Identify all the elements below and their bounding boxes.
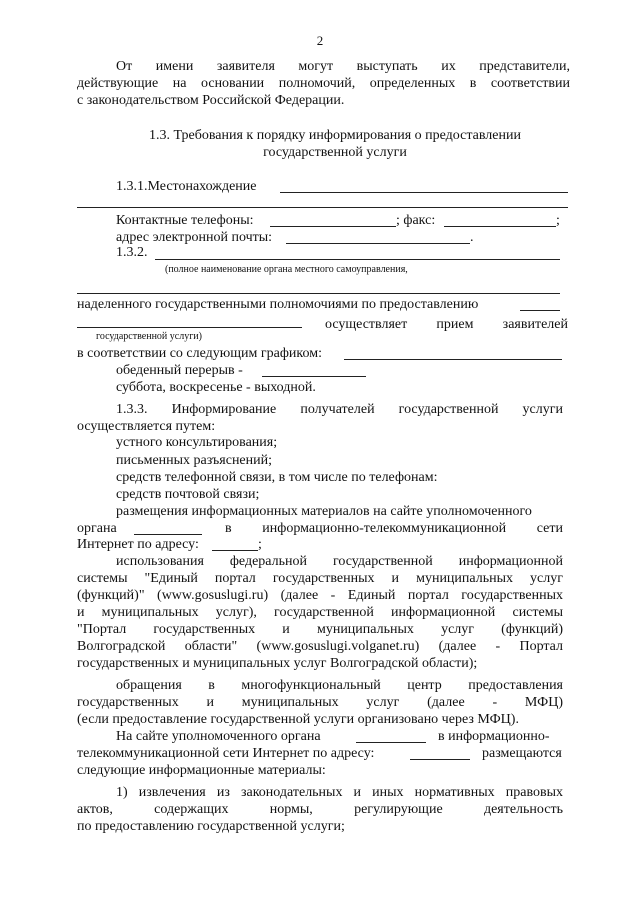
paragraph-line: (функций)" (www.gosuslugi.ru) (далее - Единый портал государственных [77, 588, 563, 603]
paragraph-line: наделенного государственными полномочиями по предоставлению [77, 297, 479, 312]
page-number: 2 [316, 33, 324, 48]
list-item: письменных разъяснений; [116, 453, 273, 468]
list-item: средств почтовой связи; [116, 487, 260, 502]
paragraph-line: государственных и муниципальных услуг Волгоградской области); [77, 656, 478, 671]
fax-label: ; факс: [396, 213, 436, 228]
fax-end: ; [556, 213, 560, 228]
location-label: 1.3.1.Местонахождение [116, 179, 257, 194]
paragraph-line: "Портал государственных и муниципальных услуг (функций) [77, 622, 563, 637]
paragraph-line: следующие информационные материалы: [77, 763, 326, 778]
paragraph-line: Волгоградской области" (www.gosuslugi.volganet.ru) (далее - Портал [77, 639, 563, 654]
schedule-label: в соответствии со следующим графиком: [77, 346, 322, 361]
list-item: органа [77, 521, 117, 536]
paragraph-line: и муниципальных услуг), государственной информационной системы [77, 605, 563, 620]
phones-label: Контактные телефоны: [116, 213, 254, 228]
paragraph-line: системы "Единый портал государственных и муниципальных услуг [77, 571, 563, 586]
phones-blank [270, 226, 396, 227]
organ-blank [134, 534, 202, 535]
paragraph-line: 1) извлечения из законодательных и иных нормативных правовых [116, 785, 563, 800]
paragraph-line: осуществляет прием заявителей [325, 317, 568, 332]
address-blank [212, 550, 258, 551]
fax-blank [444, 226, 556, 227]
list-item: устного консультирования; [116, 435, 278, 450]
paragraph-line: обращения в многофункциональный центр предоставления [116, 678, 563, 693]
email-end: . [470, 230, 474, 245]
paragraph-line: осуществляется путем: [77, 419, 216, 434]
service-blank [520, 310, 560, 311]
paragraph-line: по предоставлению государственной услуги; [77, 819, 345, 834]
s132-label: 1.3.2. [116, 245, 148, 260]
paragraph-line: (если предоставление государственной услуги организовано через МФЦ). [77, 712, 519, 727]
authority-caption: (полное наименование органа местного самоуправления, [165, 264, 408, 275]
paragraph-line: в информационно- [438, 729, 550, 744]
list-item-end: ; [258, 537, 262, 552]
list-item: в информационно-телекоммуникационной сети [225, 521, 563, 536]
location-blank-2 [77, 207, 568, 208]
list-item: размещения информационных материалов на сайте уполномоченного [116, 504, 532, 519]
email-label: адрес электронной почты: [116, 230, 273, 245]
paragraph-line: государственных и муниципальных услуг (далее - МФЦ) [77, 695, 563, 710]
schedule-blank [344, 359, 562, 360]
break-blank [262, 376, 366, 377]
section-heading: 1.3. Требования к порядку информирования о предоставлении [149, 128, 521, 143]
service-blank-2 [77, 327, 302, 328]
authority-blank [155, 259, 560, 260]
paragraph-line: На сайте уполномоченного органа [116, 729, 321, 744]
paragraph-line: актов, содержащих нормы, регулирующие деятельность [77, 802, 563, 817]
paragraph-line: телекоммуникационной сети Интернет по адресу: [77, 746, 375, 761]
list-item: средств телефонной связи, в том числе по телефонам: [116, 470, 438, 485]
paragraph-line: размещаются [482, 746, 562, 761]
section-heading: государственной услуги [263, 145, 407, 160]
weekend-text: суббота, воскресенье - выходной. [116, 380, 316, 395]
location-blank [280, 192, 568, 193]
address-blank-2 [410, 759, 470, 760]
break-label: обеденный перерыв - [116, 363, 243, 378]
paragraph-line: От имени заявителя могут выступать их представители, [116, 59, 570, 74]
email-blank [286, 243, 470, 244]
authority-blank-2 [77, 293, 560, 294]
service-caption: государственной услуги) [96, 331, 202, 342]
paragraph-line: 1.3.3. Информирование получателей государственной услуги [116, 402, 563, 417]
organ-blank-2 [356, 742, 426, 743]
paragraph-line: с законодательством Российской Федерации. [77, 93, 345, 108]
paragraph-line: использования федеральной государственной информационной [116, 554, 563, 569]
list-item: Интернет по адресу: [77, 537, 199, 552]
paragraph-line: действующие на основании полномочий, определенных в соответствии [77, 76, 570, 91]
